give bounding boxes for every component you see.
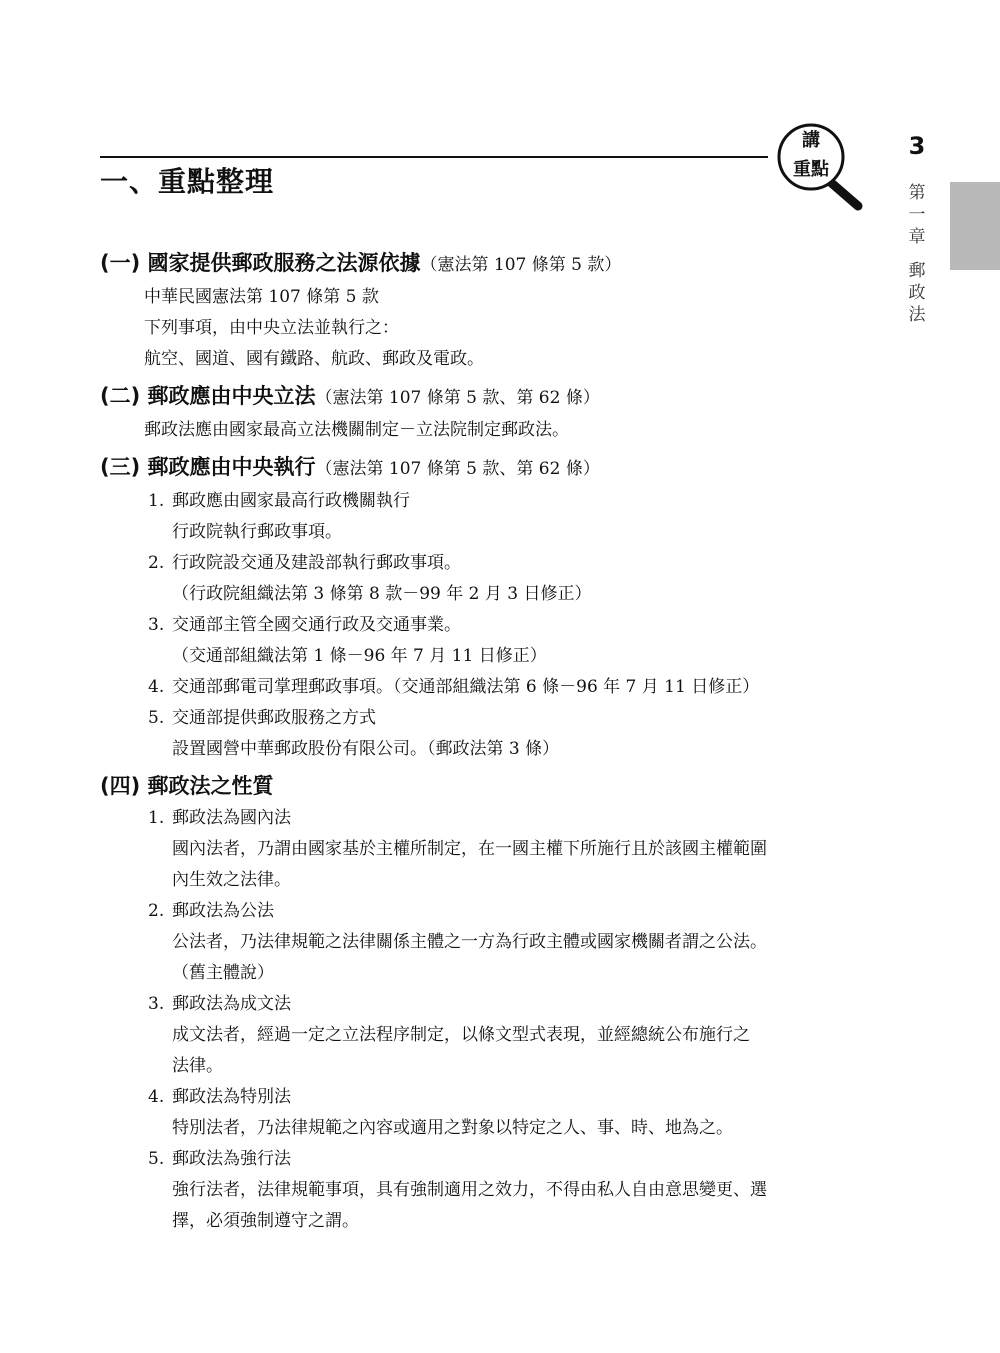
item-number: 2. (148, 901, 165, 921)
title-rule (100, 156, 768, 158)
item-number: 2. (148, 553, 165, 573)
item-line: 特別法者，乃法律規範之內容或適用之對象以特定之人、事、時、地為之。 (172, 1118, 733, 1138)
subsection-title: (三) 郵政應由中央執行 (100, 455, 316, 479)
badge-line: 講 (802, 130, 820, 151)
side-char: 章 (908, 227, 926, 247)
subsection-note: （憲法第 107 條第 5 款、第 62 條） (315, 388, 600, 408)
body-line: 航空、國道、國有鐵路、航政、郵政及電政。 (144, 349, 484, 369)
side-char: 法 (908, 305, 926, 325)
item-number: 5. (148, 1149, 165, 1169)
badge-line: 重點 (793, 159, 829, 180)
item-line: 強行法者，法律規範事項，具有強制適用之效力，不得由私人自由意思變更、選 (172, 1180, 767, 1200)
item-title: 郵政法為特別法 (172, 1087, 291, 1107)
item-line: 設置國營中華郵政股份有限公司。（郵政法第 3 條） (172, 739, 560, 759)
subsection-heading (100, 379, 880, 415)
item-head (148, 548, 880, 579)
item-line: 國內法者，乃謂由國家基於主權所制定，在一國主權下所施行且於該國主權範圍 (172, 839, 767, 859)
side-char: 郵 (908, 261, 926, 281)
notes-content (100, 246, 880, 1241)
item-line: 行政院執行郵政事項。 (172, 522, 342, 542)
side-char: 第 (908, 183, 926, 203)
item-line: 公法者，乃法律規範之法律關係主體之一方為行政主體或國家機關者謂之公法。 (172, 932, 767, 952)
item-number: 5. (148, 708, 165, 728)
item-head (148, 610, 880, 641)
list-item (148, 672, 880, 703)
list-item (148, 610, 880, 672)
item-title: 郵政法為成文法 (172, 994, 291, 1014)
item-head (148, 703, 880, 734)
item-head (148, 1144, 880, 1175)
list-item (148, 548, 880, 610)
item-title: 交通部主管全國交通行政及交通事業。 (172, 615, 461, 635)
item-number: 1. (148, 491, 165, 511)
item-line: （交通部組織法第 1 條－96 年 7 月 11 日修正） (172, 646, 547, 666)
item-head (148, 486, 880, 517)
item-line: （行政院組織法第 3 條第 8 款－99 年 2 月 3 日修正） (172, 584, 592, 604)
list-item (148, 896, 880, 989)
list-item (148, 703, 880, 765)
subsection-title: (二) 郵政應由中央立法 (100, 384, 316, 408)
item-number: 4. (148, 1087, 165, 1107)
side-char: 政 (908, 283, 926, 303)
side-char: 一 (908, 205, 926, 225)
item-line: 成文法者，經過一定之立法程序制定，以條文型式表現，並經總統公布施行之 (172, 1025, 750, 1045)
item-title: 行政院設交通及建設部執行郵政事項。 (172, 553, 461, 573)
chapter-thumb-tab (950, 182, 1000, 270)
subsection-2 (100, 379, 880, 446)
section-title: 一、重點整理 (100, 165, 275, 198)
subsection-4 (100, 769, 880, 1237)
item-head (148, 896, 880, 927)
item-title: 交通部郵電司掌理郵政事項。（交通部組織法第 6 條－96 年 7 月 11 日修正） (172, 677, 760, 697)
item-title: 交通部提供郵政服務之方式 (172, 708, 376, 728)
item-head (148, 672, 880, 703)
item-head (148, 803, 880, 834)
item-title: 郵政應由國家最高行政機關執行 (172, 491, 410, 511)
subsection-3 (100, 450, 880, 765)
subsection-note: （憲法第 107 條第 5 款、第 62 條） (315, 459, 600, 479)
body-line: 下列事項，由中央立法並執行之： (144, 318, 399, 338)
subsection-title: (一) 國家提供郵政服務之法源依據 (100, 251, 421, 275)
item-number: 3. (148, 615, 165, 635)
body-line: 郵政法應由國家最高立法機關制定－立法院制定郵政法。 (144, 420, 569, 440)
item-number: 3. (148, 994, 165, 1014)
list-item (148, 486, 880, 548)
item-line: （舊主體說） (172, 963, 274, 983)
item-number: 4. (148, 677, 165, 697)
list-item (148, 1082, 880, 1144)
item-number: 1. (148, 808, 165, 828)
subsection-heading (100, 769, 880, 803)
page-number: 3 (908, 132, 926, 160)
item-title: 郵政法為公法 (172, 901, 274, 921)
item-line: 法律。 (172, 1056, 223, 1076)
item-head (148, 989, 880, 1020)
body-line: 中華民國憲法第 107 條第 5 款 (144, 287, 379, 307)
subsection-1 (100, 246, 880, 375)
item-head (148, 1082, 880, 1113)
item-line: 內生效之法律。 (172, 870, 291, 890)
list-item (148, 1144, 880, 1237)
list-item (148, 989, 880, 1082)
subsection-heading (100, 246, 880, 282)
item-title: 郵政法為強行法 (172, 1149, 291, 1169)
item-title: 郵政法為國內法 (172, 808, 291, 828)
chapter-side-label (905, 182, 929, 326)
side-gap (905, 248, 929, 260)
subsection-title: (四) 郵政法之性質 (100, 774, 274, 798)
item-line: 擇，必須強制遵守之謂。 (172, 1211, 359, 1231)
list-item (148, 803, 880, 896)
subsection-heading (100, 450, 880, 486)
subsection-note: （憲法第 107 條第 5 款） (420, 255, 622, 275)
